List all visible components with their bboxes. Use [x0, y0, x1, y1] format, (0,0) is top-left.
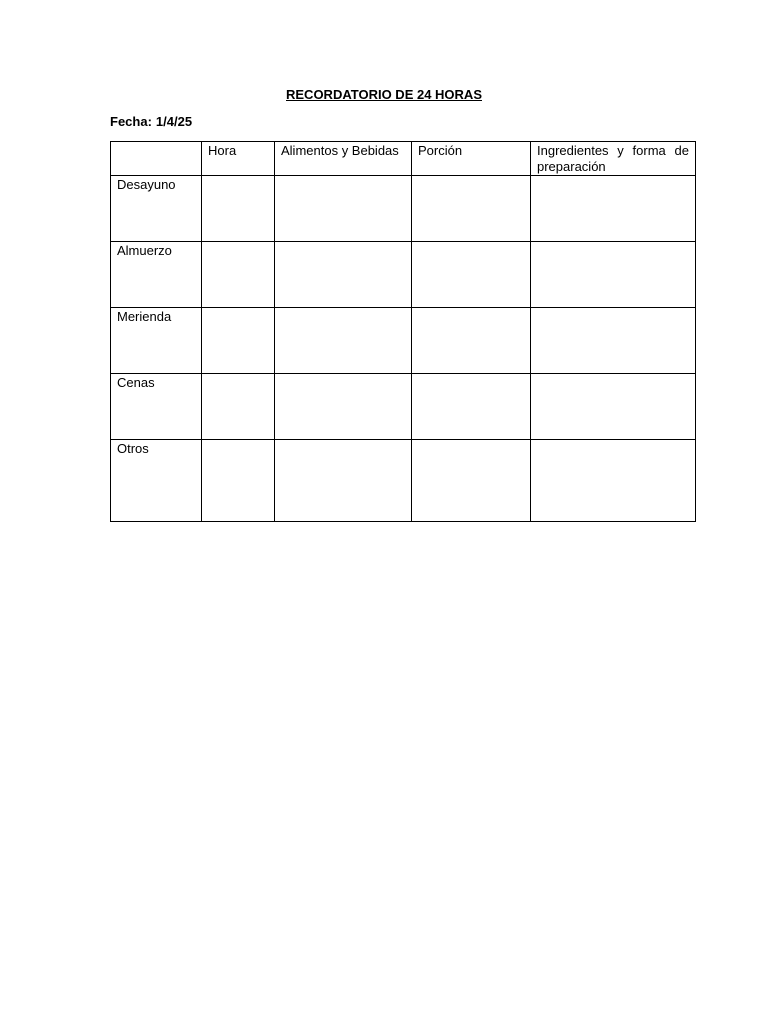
table-cell: [412, 440, 531, 522]
table-cell: [531, 374, 696, 440]
table-cell: [202, 176, 275, 242]
table-cell: [531, 440, 696, 522]
table-cell: [412, 374, 531, 440]
table-cell: [412, 176, 531, 242]
table-cell: [202, 440, 275, 522]
table-row: [111, 242, 696, 308]
table-cell: [202, 308, 275, 374]
table-row: [111, 440, 696, 522]
meal-label: Otros: [111, 440, 202, 522]
table-cell: [412, 308, 531, 374]
meal-label: Desayuno: [111, 176, 202, 242]
header-cell-porcion: Porción: [412, 142, 531, 176]
meal-label: Almuerzo: [111, 242, 202, 308]
meal-label: Merienda: [111, 308, 202, 374]
header-cell-alimentos: Alimentos y Bebidas: [275, 142, 412, 176]
table-row: [111, 374, 696, 440]
date-label: Fecha:: [110, 114, 152, 129]
table-cell: [275, 242, 412, 308]
table-cell: [202, 242, 275, 308]
table-cell: [275, 308, 412, 374]
table-cell: [531, 242, 696, 308]
header-cell-empty: [111, 142, 202, 176]
date-line: [110, 114, 192, 129]
table-row: [111, 308, 696, 374]
recall-table: [110, 141, 696, 522]
table-cell: [531, 176, 696, 242]
date-value: 1/4/25: [155, 114, 193, 129]
table-cell: [275, 374, 412, 440]
header-cell-hora: Hora: [202, 142, 275, 176]
document-title: RECORDATORIO DE 24 HORAS: [286, 87, 482, 102]
header-cell-ingredientes: Ingredientes y forma de preparación: [531, 142, 696, 176]
table-cell: [412, 242, 531, 308]
table-row: [111, 176, 696, 242]
meal-label: Cenas: [111, 374, 202, 440]
table-cell: [531, 308, 696, 374]
table-header-row: [111, 142, 696, 176]
table-cell: [275, 176, 412, 242]
table-cell: [202, 374, 275, 440]
table-cell: [275, 440, 412, 522]
